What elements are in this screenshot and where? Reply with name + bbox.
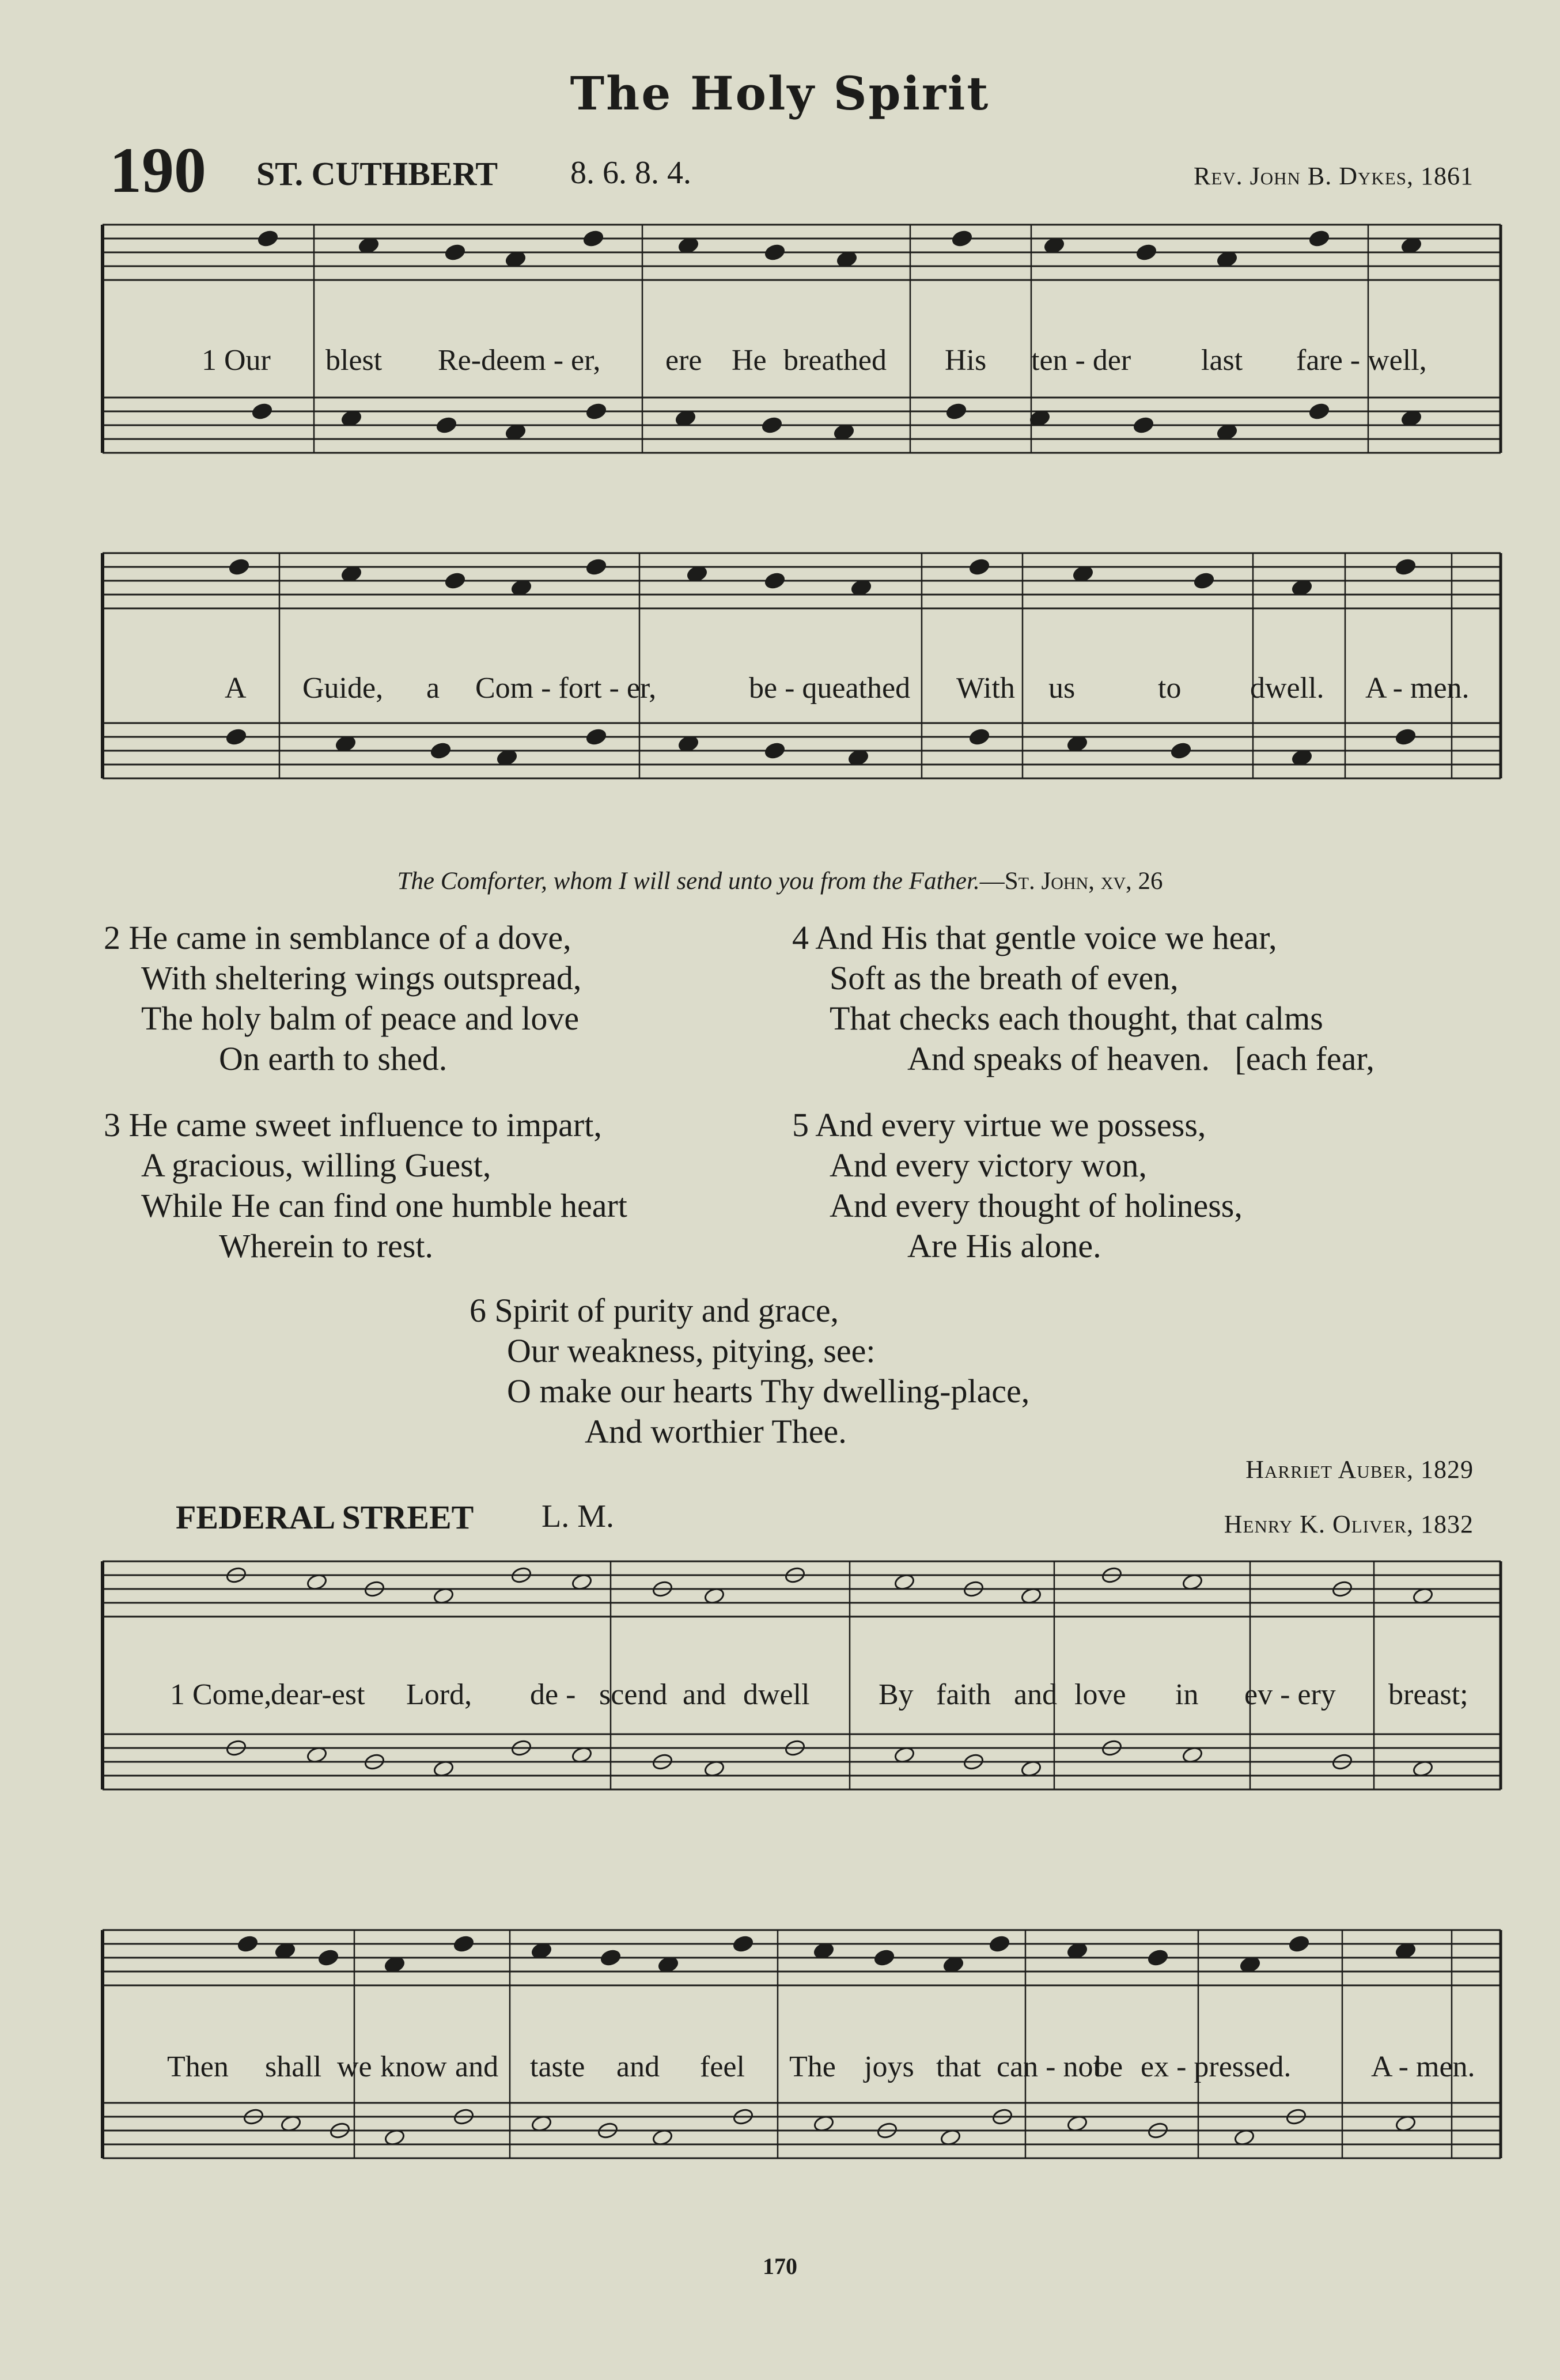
- lyric-syllable: can - not: [997, 2050, 1101, 2083]
- tune-name: ST. CUTHBERT: [256, 155, 498, 192]
- lyric-syllable: 1 Our: [202, 344, 271, 377]
- verse-line: 2 He came in semblance of a dove,: [104, 919, 571, 956]
- verse-line: 3 He came sweet influence to impart,: [104, 1106, 602, 1144]
- lyric-syllable: that: [936, 2050, 981, 2083]
- tune2-meter: L. M.: [542, 1499, 614, 1534]
- verse-line: 6 Spirit of purity and grace,: [469, 1292, 839, 1329]
- verse-line: A gracious, willing Guest,: [141, 1147, 491, 1184]
- lyric-syllable: ere: [665, 344, 702, 377]
- composer: Rev. John B. Dykes, 1861: [1193, 162, 1474, 190]
- lyric-syllable: With: [956, 672, 1015, 705]
- lyric-syllable: taste: [530, 2050, 585, 2083]
- lyric-syllable: and: [455, 2050, 499, 2083]
- lyric-syllable: a: [426, 672, 440, 705]
- lyric-syllable: faith: [936, 1678, 991, 1711]
- lyric-syllable: Com - fort - er,: [475, 672, 657, 705]
- lyric-syllable: By: [879, 1678, 914, 1711]
- lyric-syllable: and: [1014, 1678, 1058, 1711]
- verse-line: 5 And every virtue we possess,: [792, 1106, 1206, 1144]
- verse-line: And every thought of holiness,: [830, 1187, 1243, 1224]
- page-number: 170: [763, 2253, 797, 2279]
- verse-line: With sheltering wings outspread,: [141, 959, 582, 997]
- verse-line: And speaks of heaven. [each fear,: [907, 1040, 1375, 1077]
- verse-2: [104, 918, 581, 1079]
- lyric-syllable: breathed: [783, 344, 887, 377]
- hymn-author: Harriet Auber, 1829: [1245, 1455, 1474, 1484]
- verse-line: Soft as the breath of even,: [830, 959, 1179, 997]
- hymn-number: 190: [109, 135, 206, 206]
- verse-6: [469, 1291, 1029, 1452]
- lyric-syllable: He: [732, 344, 767, 377]
- lyric-syllable: Guide,: [302, 672, 384, 705]
- verse-line: That checks each thought, that calms: [830, 1000, 1323, 1037]
- verse-4: [792, 918, 1375, 1079]
- lyric-syllable: A - men.: [1365, 672, 1470, 705]
- lyric-syllable: love: [1074, 1678, 1126, 1711]
- lyric-syllable: ten - der: [1031, 344, 1131, 377]
- lyric-syllable: A - men.: [1371, 2050, 1475, 2083]
- lyric-syllable: 1 Come,: [170, 1678, 272, 1711]
- lyric-syllable: and: [683, 1678, 726, 1711]
- verse-line: On earth to shed.: [219, 1040, 448, 1077]
- lyric-syllable: be - queathed: [749, 672, 911, 705]
- tune2-name: FEDERAL STREET: [176, 1499, 474, 1536]
- lyric-syllable: scend: [599, 1678, 668, 1711]
- lyric-syllable: ev - ery: [1244, 1678, 1336, 1711]
- verse-line: Our weakness, pitying, see:: [507, 1332, 876, 1369]
- lyric-syllable: we: [337, 2050, 372, 2083]
- section-title: The Holy Spirit: [570, 66, 990, 120]
- verse-5: [792, 1105, 1243, 1266]
- lyric-syllable: Lord,: [406, 1678, 472, 1711]
- verse-line: The holy balm of peace and love: [141, 1000, 580, 1037]
- tune2-composer: Henry K. Oliver, 1832: [1224, 1510, 1474, 1538]
- lyric-syllable: The: [789, 2050, 836, 2083]
- lyric-syllable: dwell: [743, 1678, 810, 1711]
- verse-line: 4 And His that gentle voice we hear,: [792, 919, 1277, 956]
- lyric-syllable: breast;: [1388, 1678, 1468, 1711]
- lyric-syllable: dwell.: [1250, 672, 1324, 705]
- lyric-syllable: know: [380, 2050, 447, 2083]
- lyric-syllable: Re-deem - er,: [438, 344, 601, 377]
- lyric-syllable: feel: [700, 2050, 745, 2083]
- lyric-syllable: de -: [530, 1678, 576, 1711]
- verse-line: Wherein to rest.: [219, 1227, 434, 1265]
- lyric-syllable: blest: [325, 344, 383, 377]
- scripture-quote: The Comforter, whom I will send unto you from the Father.—St. John, xv, 26: [397, 868, 1163, 895]
- verse-line: Are His alone.: [907, 1227, 1101, 1265]
- verse-3: [104, 1105, 627, 1266]
- lyric-syllable: shall: [265, 2050, 322, 2083]
- verse-line: O make our hearts Thy dwelling-place,: [507, 1372, 1030, 1410]
- lyric-syllable: dear-est: [271, 1678, 365, 1711]
- lyric-syllable: A: [225, 672, 247, 705]
- verse-line: And every victory won,: [830, 1147, 1147, 1184]
- verse-line: While He can find one humble heart: [141, 1187, 627, 1224]
- lyric-syllable: ex - pressed.: [1141, 2050, 1292, 2083]
- lyric-syllable: to: [1158, 672, 1182, 705]
- verse-line: And worthier Thee.: [585, 1413, 847, 1450]
- lyric-syllable: last: [1201, 344, 1243, 377]
- meter: 8. 6. 8. 4.: [570, 155, 691, 191]
- lyric-syllable: fare - well,: [1296, 344, 1427, 377]
- lyric-syllable: and: [616, 2050, 660, 2083]
- lyric-syllable: in: [1175, 1678, 1199, 1711]
- lyric-syllable: Then: [167, 2050, 229, 2083]
- lyric-syllable: joys: [864, 2050, 914, 2083]
- lyric-syllable: be: [1095, 2050, 1123, 2083]
- lyric-syllable: us: [1048, 672, 1076, 705]
- lyric-syllable: His: [945, 344, 987, 377]
